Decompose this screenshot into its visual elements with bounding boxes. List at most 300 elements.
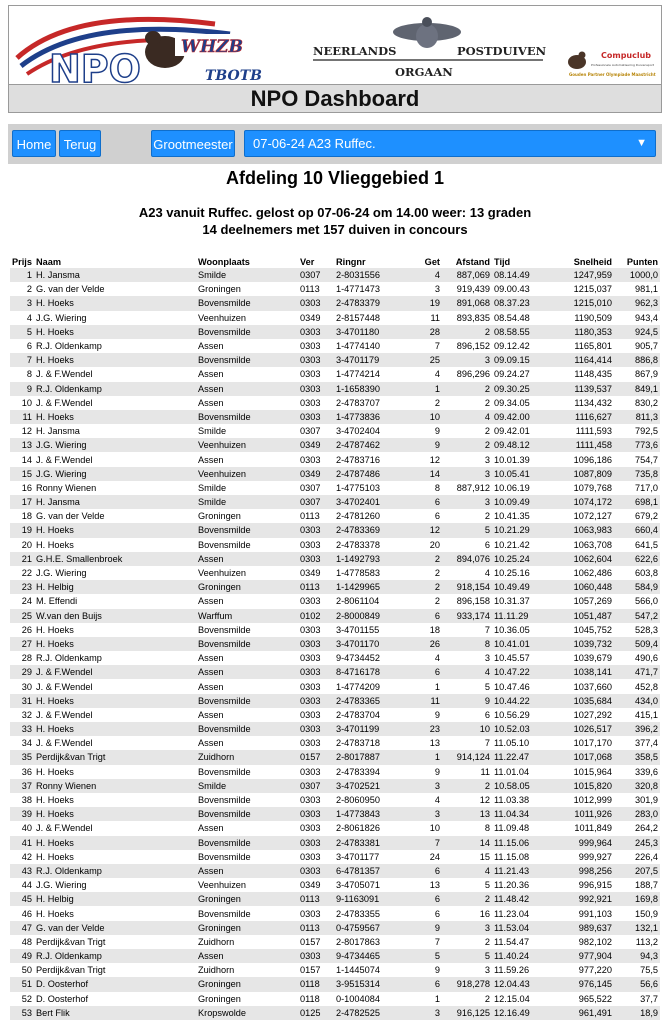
cell-ringnr: 1-1492793 [334,552,400,566]
cell-afstand: 2 [442,892,492,906]
cell-afstand: 3 [484,653,490,664]
cell-naam: G. van der Velde [36,511,105,522]
cell-prijs: 29 [10,665,34,679]
cell-afstand: 2 [442,438,492,452]
cell-snelheid: 1015,820 [548,779,614,793]
cell-prijs: 46 [21,908,32,919]
cell-prijs: 34 [21,738,32,749]
cell-snelheid: 1079,768 [573,482,612,493]
cell-prijs: 32 [21,709,32,720]
cell-ringnr: 2-4783355 [336,908,380,919]
cell-prijs: 31 [10,694,34,708]
cell-prijs: 24 [21,596,32,607]
cell-afstand: 2 [484,397,490,408]
page-title: NPO Dashboard [250,86,420,111]
cell-prijs: 38 [21,795,32,806]
cell-naam: H. Hoeks [36,908,74,919]
cell-prijs: 36 [21,766,32,777]
cell-punten: 584,9 [614,580,660,594]
cell-woonplaats: Groningen [198,511,241,522]
cell-naam: H. Hoeks [34,296,196,310]
cell-naam: D. Oosterhof [34,977,196,991]
table-row [10,509,660,523]
table-row [10,977,660,991]
cell-prijs: 27 [10,637,34,651]
cell-prijs: 1 [10,268,34,282]
cell-afstand: 2 [484,511,490,522]
cell-ringnr: 2-8017863 [336,936,380,947]
cell-woonplaats: Assen [198,653,224,664]
cell-snelheid: 1215,010 [548,296,614,310]
cell-ringnr: 1-4771473 [336,284,380,295]
cell-naam: R.J. Oldenkamp [36,341,102,352]
cell-naam: J.G. Wiering [34,467,196,481]
cell-ringnr: 1-4774140 [336,341,380,352]
cell-afstand: 918,278 [442,977,492,991]
cell-woonplaats: Assen [196,552,298,566]
cell-naam: J. & F.Wendel [36,681,93,692]
table-row [10,325,660,339]
cell-woonplaats: Smilde [198,426,227,437]
table-row [10,906,660,920]
cell-ringnr: 3-9515314 [334,977,400,991]
cell-ringnr: 1-4778583 [336,568,380,579]
cell-prijs: 6 [26,341,32,352]
table-row [10,736,660,750]
cell-get: 9 [434,766,440,777]
cell-naam: H. Hoeks [36,539,74,550]
table-row [10,665,660,679]
table-row [10,821,660,835]
cell-ver: 0303 [298,353,334,367]
cell-afstand: 3 [442,467,492,481]
cell-snelheid: 991,103 [578,908,612,919]
cell-woonplaats: Bovensmilde [198,908,251,919]
cell-naam: J.G. Wiering [36,312,87,323]
cell-snelheid: 977,904 [548,949,614,963]
cell-naam: H. Hoeks [34,807,196,821]
cell-tijd: 10.06.19 [494,482,530,493]
cell-snelheid: 1017,170 [573,738,612,749]
cell-prijs: 18 [21,511,32,522]
table-row [10,878,660,892]
cell-ver: 0303 [300,454,321,465]
cell-afstand: 891,068 [442,296,492,310]
cell-tijd: 09.00.43 [494,284,530,295]
cell-snelheid: 1011,926 [548,807,614,821]
cell-afstand: 2 [484,426,490,437]
cell-ver: 0303 [300,795,321,806]
cell-woonplaats: Assen [198,369,224,380]
cell-naam: J. & F.Wendel [36,709,93,720]
cell-naam: J.G. Wiering [36,880,87,891]
cell-tijd: 10.44.22 [492,694,548,708]
cell-woonplaats: Bovensmilde [196,410,298,424]
cell-punten: 811,3 [614,410,660,424]
cell-naam: Ronny Wienen [34,779,196,793]
cell-prijs: 20 [21,539,32,550]
cell-tijd: 10.36.05 [494,624,530,635]
table-row [10,651,660,665]
cell-snelheid: 999,927 [578,851,612,862]
cell-woonplaats: Assen [198,341,224,352]
cell-ringnr: 2-8060950 [336,795,380,806]
cell-ringnr: 2-4783381 [334,836,400,850]
cell-get: 3 [400,807,442,821]
cell-get: 6 [400,892,442,906]
dashboard-title-bar [8,85,662,113]
cell-afstand: 3 [442,495,492,509]
npo-organ-logo [309,10,549,82]
cell-naam: J.G. Wiering [36,568,87,579]
cell-punten: 660,4 [614,523,660,537]
cell-snelheid: 1060,448 [548,580,614,594]
nav-bar [8,124,662,164]
table-row [10,396,660,410]
cell-afstand: 2 [484,993,490,1004]
cell-ver: 0303 [300,341,321,352]
cell-ver: 0303 [298,552,334,566]
cell-get: 13 [429,880,440,891]
cell-woonplaats: Veenhuizen [196,438,298,452]
cell-afstand: 894,076 [442,552,492,566]
cell-ringnr: 2-4783369 [334,523,400,537]
table-row [10,1006,660,1020]
cell-punten: 698,1 [614,495,660,509]
cell-naam: Bert Flik [34,1006,196,1020]
cell-afstand: 11 [480,766,490,777]
cell-woonplaats: Warffum [196,609,298,623]
cell-tijd: 12.04.43 [492,977,548,991]
cell-afstand: 3 [442,353,492,367]
cell-punten: 509,4 [614,637,660,651]
cell-woonplaats: Assen [196,864,298,878]
cell-punten: 415,1 [635,709,658,720]
cell-woonplaats: Groningen [196,921,298,935]
cell-snelheid: 1164,414 [548,353,614,367]
cell-get: 4 [434,653,440,664]
cell-ver: 0303 [300,397,321,408]
cell-punten: 717,0 [635,482,658,493]
cell-ver: 0303 [300,539,321,550]
cell-prijs: 40 [21,823,32,834]
cell-punten: 547,2 [614,609,660,623]
cell-get: 18 [429,624,440,635]
cell-punten: 245,3 [614,836,660,850]
cell-tijd: 10.52.03 [492,722,548,736]
table-row [10,311,660,325]
table-row [10,765,660,779]
cell-woonplaats: Zuidhorn [198,965,235,976]
race-subheading [0,204,670,238]
cell-ringnr: 2-4783707 [336,397,380,408]
cell-get: 3 [400,1006,442,1020]
cell-ringnr: 2-8017887 [334,750,400,764]
cell-naam: M. Effendi [36,596,78,607]
cell-tijd: 11.21.43 [492,864,548,878]
cell-tijd: 09.30.25 [492,382,548,396]
cell-ver: 0303 [300,596,321,607]
cell-ringnr: 2-4783378 [336,539,380,550]
cell-punten: 566,0 [635,596,658,607]
cell-ver: 0349 [298,467,334,481]
cell-snelheid: 1039,732 [548,637,614,651]
cell-ver: 0303 [300,369,321,380]
cell-tijd: 10.05.41 [492,467,548,481]
cell-get: 6 [400,609,442,623]
cell-tijd: 10.41.01 [492,637,548,651]
cell-get: 6 [400,977,442,991]
cell-tijd: 10.45.57 [494,653,530,664]
cell-prijs: 42 [21,851,32,862]
cell-afstand: 3 [484,454,490,465]
race-select[interactable] [244,130,656,157]
cell-snelheid: 1247,959 [548,268,614,282]
cell-punten: 94,3 [614,949,660,963]
cell-get: 2 [434,568,440,579]
cell-tijd: 11.59.26 [494,965,530,976]
back-button[interactable]: Terug [59,130,101,157]
cell-punten: 264,2 [635,823,658,834]
cell-naam: W.van den Buijs [34,609,196,623]
table-row [10,438,660,452]
cell-ver: 0303 [298,325,334,339]
cell-prijs: 53 [10,1006,34,1020]
cell-tijd: 10.58.05 [492,779,548,793]
table-row [10,452,660,466]
table-row [10,523,660,537]
compuclub-logo [565,46,661,80]
cell-ver: 0113 [300,511,320,522]
column-header-afstand: Afstand [455,256,490,267]
cell-woonplaats: Assen [198,596,224,607]
cell-ringnr: 2-4781260 [336,511,380,522]
cell-tijd: 10.01.39 [494,454,530,465]
svg-text:TBOTB: TBOTB [205,68,262,84]
cell-snelheid: 1180,353 [548,325,614,339]
cell-get: 7 [400,836,442,850]
cell-ver: 0307 [298,268,334,282]
cell-punten: 169,8 [614,892,660,906]
grootmeester-button[interactable]: Grootmeester [151,130,235,157]
cell-prijs: 43 [10,864,34,878]
cell-get: 3 [434,284,440,295]
cell-punten: 396,2 [614,722,660,736]
cell-snelheid: 1039,679 [573,653,612,664]
cell-ver: 0307 [298,495,334,509]
cell-tijd: 11.23.04 [494,908,530,919]
cell-tijd: 11.01.04 [494,766,530,777]
home-button[interactable]: Home [12,130,56,157]
cell-ver: 0303 [298,807,334,821]
cell-afstand: 4 [442,665,492,679]
cell-snelheid: 1062,604 [548,552,614,566]
cell-woonplaats: Assen [198,738,224,749]
table-row [10,722,660,736]
cell-tijd: 09.42.01 [494,426,530,437]
cell-woonplaats: Assen [198,709,224,720]
table-row [10,807,660,821]
cell-get: 5 [400,949,442,963]
cell-afstand: 4 [442,410,492,424]
cell-get: 1 [400,382,442,396]
cell-prijs: 7 [10,353,34,367]
cell-ringnr: 2-8061104 [336,596,380,607]
cell-woonplaats: Assen [196,949,298,963]
cell-woonplaats: Groningen [196,977,298,991]
cell-tijd: 11.04.34 [492,807,548,821]
cell-ver: 0157 [298,750,334,764]
cell-afstand: 7 [484,738,490,749]
table-row [10,481,660,495]
cell-get: 3 [400,779,442,793]
cell-naam: G. van der Velde [36,284,105,295]
results-table [10,255,660,1020]
cell-tijd: 09.24.27 [494,369,530,380]
cell-get: 24 [429,851,440,862]
cell-woonplaats: Bovensmilde [196,694,298,708]
cell-ver: 0303 [300,908,321,919]
svg-text:NEERLANDS: NEERLANDS [313,44,397,58]
cell-prijs: 14 [21,454,32,465]
cell-afstand: 6 [484,539,490,550]
cell-get: 9 [400,921,442,935]
cell-ver: 0303 [300,851,321,862]
cell-woonplaats: Smilde [196,268,298,282]
cell-ver: 0157 [300,936,321,947]
cell-woonplaats: Assen [198,397,224,408]
race-select-value: 07-06-24 A23 Ruffec. [253,136,376,151]
cell-snelheid: 982,102 [578,936,612,947]
cell-naam: H. Jansma [34,268,196,282]
cell-afstand: 4 [442,864,492,878]
table-row [10,552,660,566]
cell-ringnr: 3-4705071 [336,880,380,891]
cell-afstand: 893,835 [456,312,490,323]
cell-snelheid: 1026,517 [548,722,614,736]
cell-afstand: 5 [484,681,490,692]
cell-prijs: 16 [21,482,32,493]
cell-ringnr: 3-4701179 [334,353,400,367]
column-header-ver: Ver [300,256,315,267]
cell-afstand: 5 [484,880,490,891]
table-row [10,268,660,282]
cell-afstand: 887,069 [442,268,492,282]
table-row [10,367,660,381]
table-row [10,864,660,878]
cell-snelheid: 1165,801 [574,341,612,352]
column-header-naam: Naam [36,256,62,267]
table-row [10,296,660,310]
cell-prijs: 44 [21,880,32,891]
cell-prijs: 5 [10,325,34,339]
cell-prijs: 10 [21,397,32,408]
cell-ver: 0303 [300,653,321,664]
cell-punten: 754,7 [635,454,658,465]
cell-tijd: 11.48.42 [492,892,548,906]
cell-get: 11 [430,312,440,323]
cell-snelheid: 1037,660 [573,681,612,692]
cell-snelheid: 1063,708 [573,539,612,550]
cell-snelheid: 1017,068 [548,750,614,764]
cell-tijd: 10.09.49 [492,495,548,509]
cell-snelheid: 1051,487 [548,609,614,623]
cell-ver: 0303 [300,823,321,834]
column-header-ringnr: Ringnr [336,256,366,267]
cell-afstand: 10 [442,722,492,736]
cell-tijd: 11.05.10 [494,738,530,749]
cell-woonplaats: Veenhuizen [198,312,247,323]
cell-ringnr: 9-4734452 [336,653,380,664]
cell-prijs: 28 [21,653,32,664]
cell-afstand: 5 [442,523,492,537]
cell-prijs: 2 [26,284,32,295]
cell-prijs: 35 [10,750,34,764]
cell-naam: H. Hoeks [34,694,196,708]
cell-naam: Ronny Wienen [36,482,97,493]
cell-ringnr: 2-4787486 [334,467,400,481]
cell-tijd: 08.37.23 [492,296,548,310]
cell-woonplaats: Kropswolde [196,1006,298,1020]
cell-naam: R.J. Oldenkamp [34,949,196,963]
cell-punten: 622,6 [614,552,660,566]
cell-ringnr: 3-4701180 [334,325,400,339]
cell-prijs: 25 [10,609,34,623]
cell-woonplaats: Bovensmilde [198,851,251,862]
table-row [10,708,660,722]
race-release-info: A23 vanuit Ruffec. gelost op 07-06-24 om 14.00 weer: 13 graden [138,205,532,220]
cell-get: 6 [434,511,440,522]
cell-snelheid: 1111,593 [575,426,612,437]
cell-naam: J. & F.Wendel [36,738,93,749]
cell-afstand: 3 [442,921,492,935]
cell-get: 26 [400,637,442,651]
cell-prijs: 12 [21,426,32,437]
cell-ringnr: 1-1429965 [334,580,400,594]
cell-snelheid: 996,915 [578,880,612,891]
cell-woonplaats: Bovensmilde [196,296,298,310]
cell-snelheid: 965,522 [578,993,612,1004]
cell-afstand: 916,125 [442,1006,492,1020]
cell-ringnr: 8-4716178 [334,665,400,679]
cell-tijd: 09.12.42 [494,341,530,352]
cell-prijs: 33 [10,722,34,736]
cell-naam: R.J. Oldenkamp [34,864,196,878]
cell-punten: 339,6 [635,766,658,777]
cell-ringnr: 2-8061826 [336,823,380,834]
cell-prijs: 52 [21,993,32,1004]
cell-ver: 0102 [298,609,334,623]
cell-naam: H. Hoeks [34,325,196,339]
cell-snelheid: 1134,432 [574,397,612,408]
cell-ver: 0303 [298,949,334,963]
cell-ringnr: 2-4783365 [334,694,400,708]
cell-woonplaats: Bovensmilde [196,523,298,537]
table-row [10,339,660,353]
cell-punten: 283,0 [614,807,660,821]
cell-naam: R.J. Oldenkamp [34,382,196,396]
cell-prijs: 51 [10,977,34,991]
table-row [10,580,660,594]
cell-tijd: 09.34.05 [494,397,530,408]
table-row [10,963,660,977]
cell-naam: J. & F.Wendel [36,823,93,834]
cell-ver: 0113 [298,892,334,906]
cell-snelheid: 1072,127 [573,511,612,522]
npo-logo [15,8,285,84]
cell-naam: H. Hoeks [36,766,74,777]
cell-woonplaats: Smilde [198,482,227,493]
